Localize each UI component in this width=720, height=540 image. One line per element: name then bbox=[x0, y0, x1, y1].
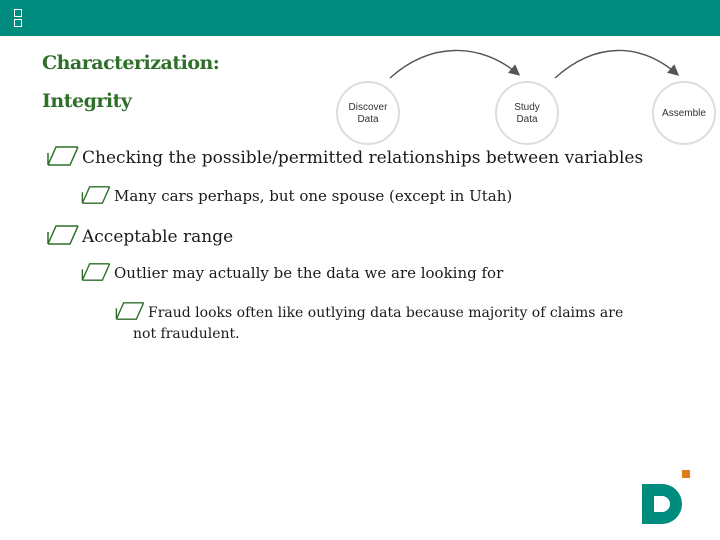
title-line-2: Integrity bbox=[42, 90, 132, 112]
process-diagram bbox=[330, 44, 720, 150]
brand-logo-icon bbox=[638, 470, 694, 524]
bullet-item bbox=[80, 262, 503, 286]
node-discover-data bbox=[337, 82, 399, 144]
slide-glyph-icon bbox=[14, 9, 22, 27]
folder-bullet-icon bbox=[80, 262, 112, 286]
bullet-text: Many cars perhaps, but one spouse (except in Utah) bbox=[114, 187, 513, 205]
folder-bullet-icon bbox=[114, 301, 146, 325]
node-study-label-1: Study bbox=[514, 102, 540, 113]
bullet-item bbox=[80, 185, 512, 209]
node-discover-label-1: Discover bbox=[348, 102, 388, 113]
node-study-label-2: Data bbox=[516, 114, 538, 125]
folder-bullet-icon bbox=[80, 185, 112, 209]
bullet-item bbox=[114, 301, 623, 325]
bullet-text-continuation: not fraudulent. bbox=[133, 326, 240, 342]
node-assemble-label: Assemble bbox=[662, 108, 706, 119]
node-discover-label-2: Data bbox=[357, 114, 379, 125]
node-assemble bbox=[653, 82, 715, 144]
bullet-text: Outlier may actually be the data we are looking for bbox=[114, 264, 504, 282]
title-line-1: Characterization: bbox=[42, 52, 220, 74]
bullet-text: Acceptable range bbox=[82, 227, 234, 247]
bullet-item bbox=[46, 224, 233, 251]
slide-title bbox=[42, 44, 219, 120]
bullet-text: Fraud looks often like outlying data because majority of claims are bbox=[148, 305, 624, 321]
folder-bullet-icon bbox=[46, 145, 80, 172]
bullet-text: Checking the possible/permitted relationships between variables bbox=[82, 148, 644, 168]
arrow-discover-to-study bbox=[390, 50, 518, 78]
folder-bullet-icon bbox=[46, 224, 80, 251]
node-study-data bbox=[496, 82, 558, 144]
arrow-study-to-assemble bbox=[555, 50, 677, 78]
bullet-item bbox=[46, 145, 643, 172]
top-header-bar bbox=[0, 0, 720, 36]
